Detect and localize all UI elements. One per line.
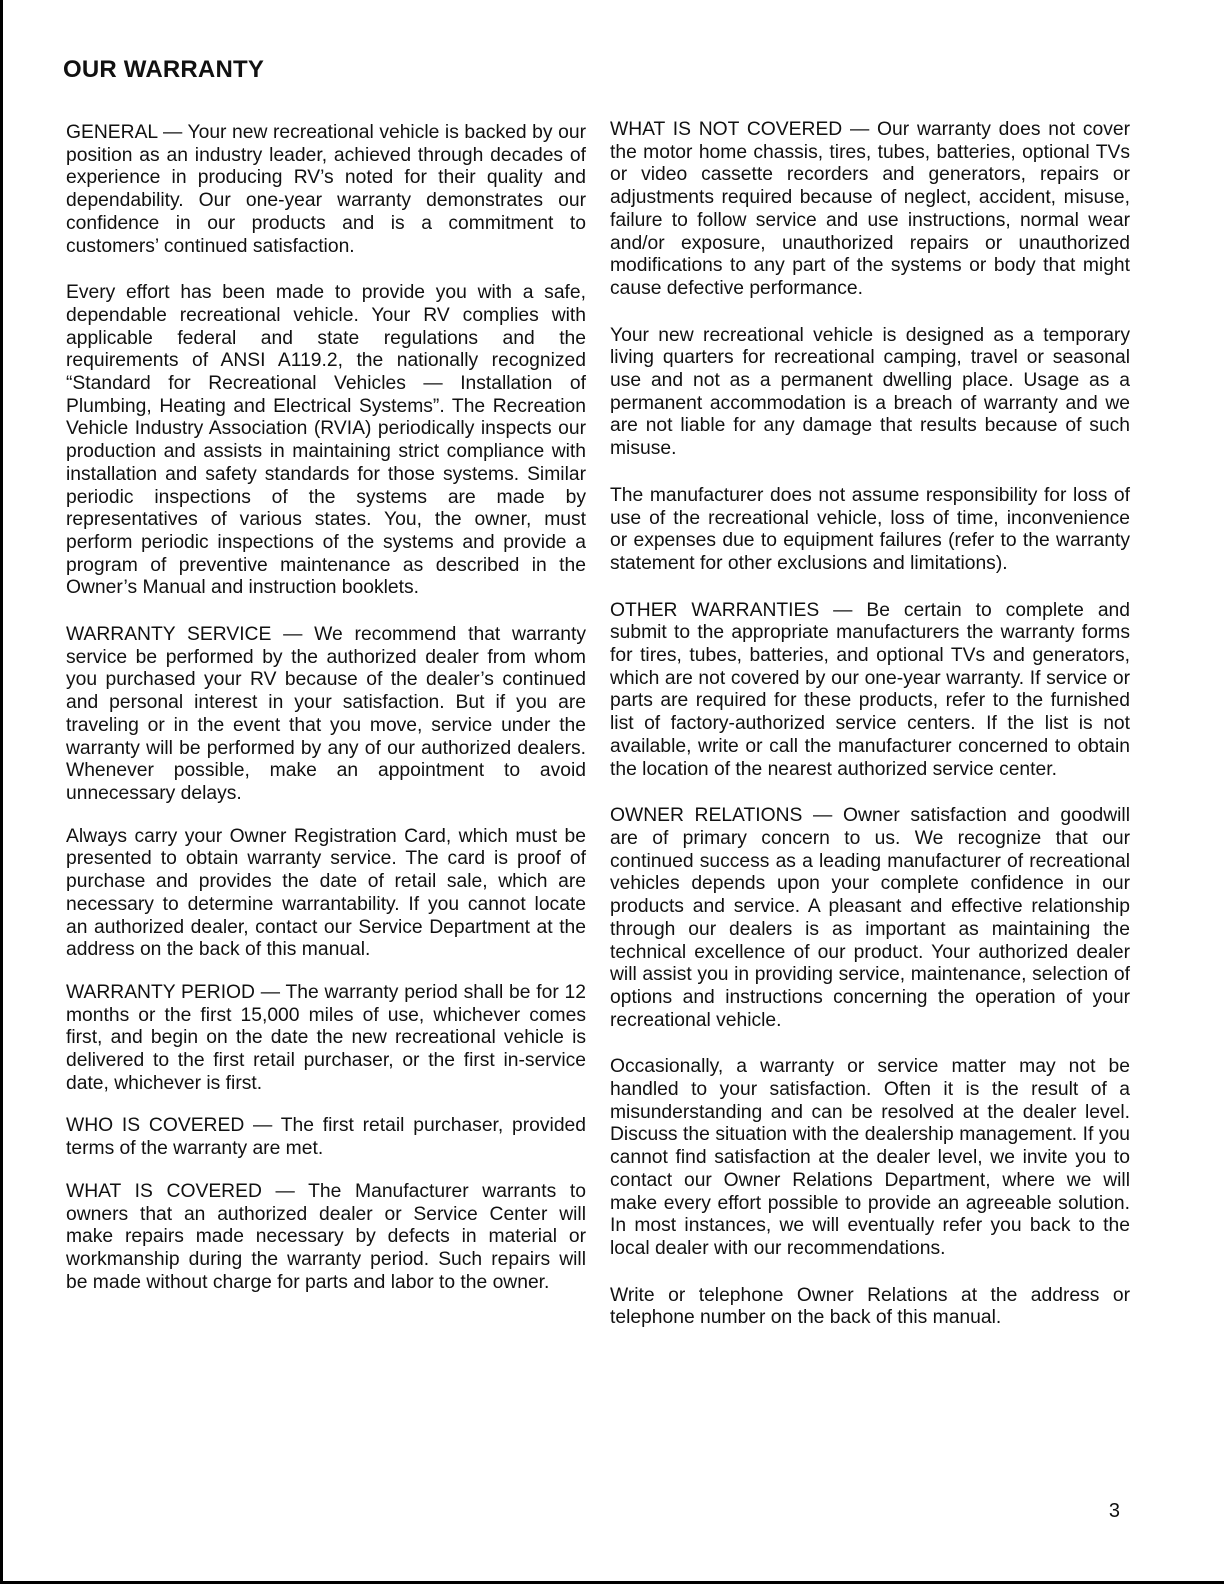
right-column <box>610 119 1130 1354</box>
page-title: OUR WARRANTY <box>63 56 265 83</box>
page-number: 3 <box>1108 1500 1120 1522</box>
paragraph-temporary-living: Your new recreational vehicle is designed as a temporary living quarters for recreational camping, travel or seasonal use and not as a permanent dwelling place. Usage as a permanent accommodation is a breach of warranty and we are not liable for any damage that results because of such misuse. <box>610 324 1130 460</box>
page-left-border <box>0 0 3 1584</box>
paragraph-responsibility: The manufacturer does not assume responsibility for loss of use of the recreational vehicle, loss of time, inconvenience or expenses due to equipment failures (refer to the warranty statement for other exclusions and limitations). <box>610 484 1130 574</box>
paragraph-owner-relations: OWNER RELATIONS — Owner satisfaction and goodwill are of primary concern to us. We recognize that our continued success as a leading manufacturer of recreational vehicles depends upon your complete confidence in our products and service. A pleasant and effective relationship through our dealers is as important as maintaining the technical excellence of our product. Your authorized dealer will assist you in providing service, maintenance, selection of options and instructions concerning the operation of your recreational vehicle. <box>610 805 1130 1031</box>
paragraph-occasionally: Occasionally, a warranty or service matter may not be handled to your satisfaction. Often it is the result of a misunderstanding and can be resolved at the dealer level. Discuss the situation with the dealership management. If you cannot find satisfaction at the dealer level, we invite you to contact our Owner Relations Department, where we will make every effort possible to provide an agreeable solution. In most instances, we will eventually refer you back to the local dealer with our recommendations. <box>610 1056 1130 1259</box>
paragraph-registration-card: Always carry your Owner Registration Card, which must be presented to obtain warranty service. The card is proof of purchase and provides the date of retail sale, which are necessary to determine warrantability. If you cannot locate an authorized dealer, contact our Service Department at the address on the back of this manual. <box>66 825 586 961</box>
paragraph-general: GENERAL — Your new recreational vehicle is backed by our position as an industry leader, achieved through decades of experience in producing RV’s noted for their quality and dependability. Our one-year warranty demonstrates our confidence in our products and is a commitment to customers’ continued satisfaction. <box>66 122 586 257</box>
paragraph-what-is-not-covered: WHAT IS NOT COVERED — Our warranty does not cover the motor home chassis, tires, tubes, batteries, optional TVs or video cassette recorders and generators, repairs or adjustments required because of neglect, accident, misuse, failure to follow service and use instructions, normal wear and/or exposure, unauthorized repairs or unauthorized modifications to any part of the systems or body that might cause defective performance. <box>610 119 1130 299</box>
paragraph-who-is-covered: WHO IS COVERED — The first retail purchaser, provided terms of the warranty are met. <box>66 1115 586 1160</box>
left-column <box>66 122 586 1314</box>
paragraph-regulations: Every effort has been made to provide you with a safe, dependable recreational vehicle. Your RV complies with applicable federal and state regulations and the requirements of ANSI A119.2, the nationally recognized “Standard for Recreational Vehicles — Installation of Plumbing, Heating and Electrical Systems”. The Recreation Vehicle Industry Association (RVIA) periodically inspects our production and assists in maintaining strict compliance with installation and safety standards for those systems. Similar periodic inspections of the systems are made by representatives of various states. You, the owner, must perform periodic inspections of the systems and provide a program of preventive maintenance as described in the Owner’s Manual and instruction booklets. <box>66 282 586 599</box>
paragraph-write-or-telephone: Write or telephone Owner Relations at the address or telephone number on the back of this manual. <box>610 1284 1130 1329</box>
paragraph-warranty-period: WARRANTY PERIOD — The warranty period shall be for 12 months or the first 15,000 miles of use, whichever comes first, and begin on the date the new recreational vehicle is delivered to the first retail purchaser, or the first in-service date, whichever is first. <box>66 981 586 1094</box>
paragraph-other-warranties: OTHER WARRANTIES — Be certain to complete and submit to the appropriate manufacturers the warranty forms for tires, tubes, batteries, and optional TVs and generators, which are not covered by our one-year warranty. If service or parts are required for these products, refer to the furnished list of factory-authorized service centers. If the list is not available, write or call the manufacturer concerned to obtain the location of the nearest authorized service center. <box>610 599 1130 780</box>
paragraph-what-is-covered: WHAT IS COVERED — The Manufacturer warrants to owners that an authorized dealer or Service Center will make repairs made necessary by defects in material or workmanship during the warranty period. Such repairs will be made without charge for parts and labor to the owner. <box>66 1180 586 1293</box>
paragraph-warranty-service: WARRANTY SERVICE — We recommend that warranty service be performed by the authorized dealer from whom you purchased your RV because of the dealer’s continued and personal interest in your satisfaction. But if you are traveling or in the event that you move, service under the warranty will be performed by any of our authorized dealers. Whenever possible, make an appointment to avoid unnecessary delays. <box>66 624 586 804</box>
